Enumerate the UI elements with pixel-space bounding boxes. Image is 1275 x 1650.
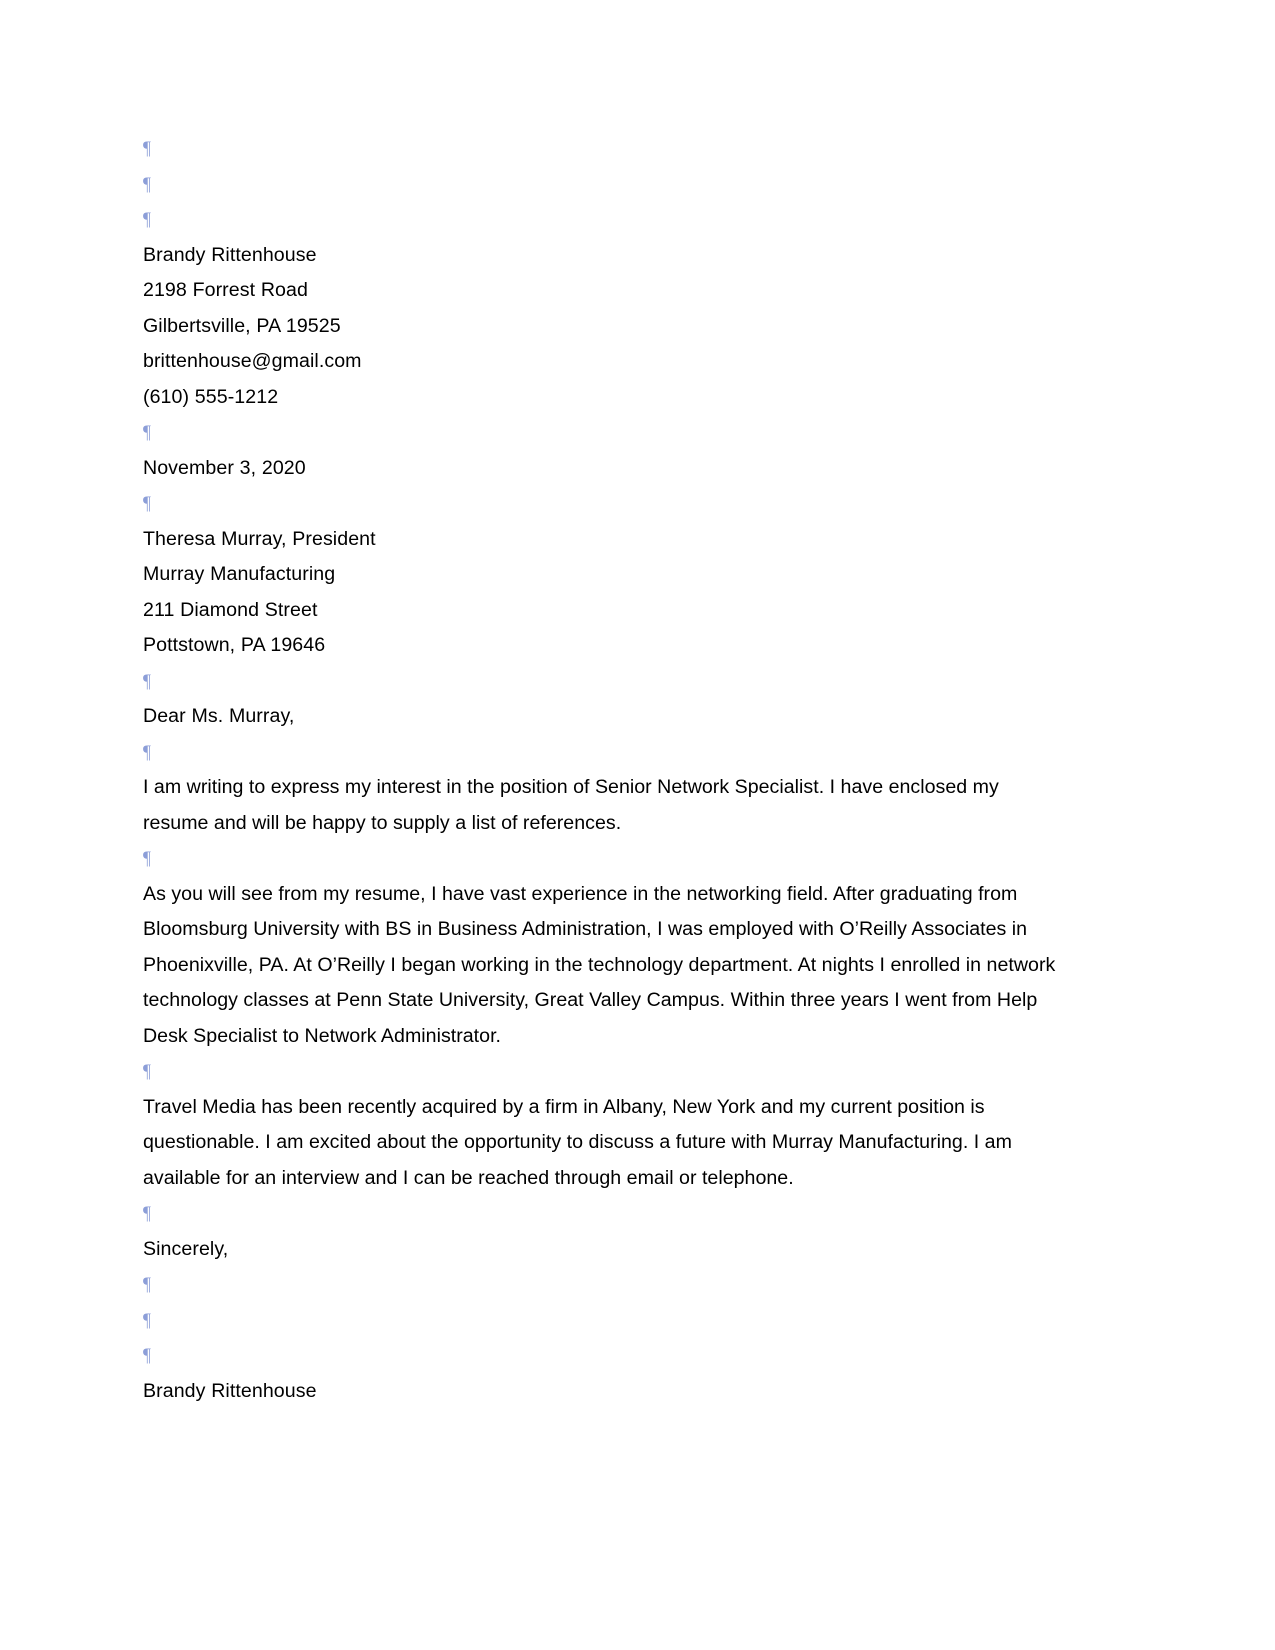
pilcrow-icon: ¶ <box>143 209 151 230</box>
empty-paragraph-10 <box>143 1196 1073 1232</box>
empty-paragraph-2 <box>143 167 1073 203</box>
pilcrow-icon: ¶ <box>143 1061 151 1082</box>
sender-email: brittenhouse@gmail.com <box>143 350 362 372</box>
recipient-street: 211 Diamond Street <box>143 598 318 621</box>
pilcrow-icon: ¶ <box>143 1274 151 1295</box>
sender-phone: (610) 555-1212 <box>143 385 279 408</box>
empty-paragraph-4 <box>143 415 1073 451</box>
recipient-company: Murray Manufacturing <box>143 563 336 585</box>
pilcrow-icon: ¶ <box>143 493 151 514</box>
empty-paragraph-3 <box>143 202 1073 238</box>
empty-paragraph-13 <box>143 1338 1073 1374</box>
letter-body <box>143 131 1073 1409</box>
body-paragraph-2: As you will see from my resume, I have vast experience in the networking field. After graduating from Bloomsburg University with BS in Business Administration, I was employed with O’Reilly Associates in Phoenixville, PA. At O’Reilly I began working in the technology department. At nights I enrolled in network technology classes at Penn State University, Great Valley Campus. Within three years I went from Help Desk Specialist to Network Administrator. <box>143 882 1056 1047</box>
sender-street: 2198 Forrest Road <box>143 279 308 301</box>
pilcrow-icon: ¶ <box>143 138 151 159</box>
empty-paragraph-9 <box>143 1054 1073 1090</box>
empty-paragraph-12 <box>143 1303 1073 1339</box>
empty-paragraph-8 <box>143 841 1073 877</box>
empty-paragraph-1 <box>143 131 1073 167</box>
salutation: Dear Ms. Murray, <box>143 705 295 727</box>
valediction: Sincerely, <box>143 1237 229 1260</box>
body-paragraph-1: I am writing to express my interest in the position of Senior Network Specialist. I have enclosed my resume and will be happy to supply a list of references. <box>143 776 999 834</box>
empty-paragraph-5 <box>143 486 1073 522</box>
pilcrow-icon: ¶ <box>143 741 151 763</box>
pilcrow-icon: ¶ <box>143 670 151 692</box>
letter-date: November 3, 2020 <box>143 456 306 479</box>
body-paragraph-3: Travel Media has been recently acquired by a firm in Albany, New York and my current position is questionable. I am excited about the opportunity to discuss a future with Murray Manufacturing. I am available for an interview and I can be reached through email or telephone. <box>143 1095 1012 1189</box>
sender-city-state-zip: Gilbertsville, PA 19525 <box>143 314 341 337</box>
signature-name: Brandy Rittenhouse <box>143 1379 317 1402</box>
empty-paragraph-7 <box>143 735 1073 771</box>
empty-paragraph-11 <box>143 1267 1073 1303</box>
recipient-city-state-zip: Pottstown, PA 19646 <box>143 634 326 656</box>
recipient-name-title: Theresa Murray, President <box>143 527 376 550</box>
pilcrow-icon: ¶ <box>143 422 151 443</box>
pilcrow-icon: ¶ <box>143 1345 151 1366</box>
pilcrow-icon: ¶ <box>143 1203 151 1224</box>
sender-name: Brandy Rittenhouse <box>143 243 317 266</box>
empty-paragraph-6 <box>143 664 1073 700</box>
pilcrow-icon: ¶ <box>143 173 151 195</box>
pilcrow-icon: ¶ <box>143 848 151 869</box>
pilcrow-icon: ¶ <box>143 1309 151 1331</box>
